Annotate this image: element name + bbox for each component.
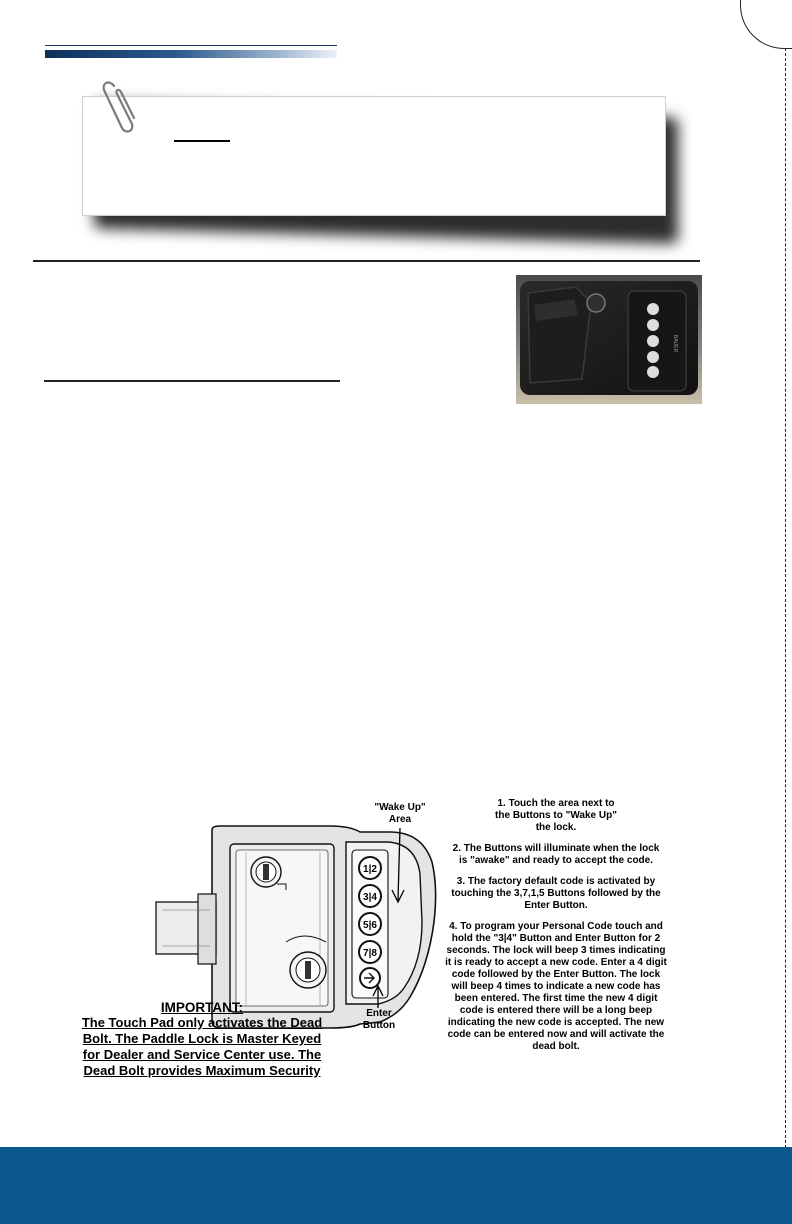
instruction-line: dead bolt.	[532, 1041, 580, 1052]
important-title: IMPORTANT:	[160, 1000, 244, 1015]
paperclip-icon	[100, 78, 148, 136]
header-rule	[45, 50, 337, 58]
instruction-line: will beep 4 times to indicate a new code has	[451, 981, 661, 992]
important-line: The Touch Pad only activates the Dead	[81, 1015, 323, 1030]
instruction-line: 2. The Buttons will illuminate when the lock	[452, 843, 660, 854]
instruction-line: Enter Button.	[524, 900, 588, 911]
important-note	[64, 1000, 340, 1079]
instruction-line: the Buttons to "Wake Up"	[495, 810, 617, 821]
diagram-button-label: 5|6	[363, 920, 377, 931]
note-label-underline	[174, 140, 230, 142]
instruction-line: code is entered there will be a long beep	[459, 1005, 653, 1016]
instruction-line: code can be entered now and will activate the	[447, 1029, 665, 1040]
instruction-step-3	[430, 876, 682, 912]
enter-button-label	[354, 1008, 404, 1032]
instruction-line: seconds. The lock will beep 3 times indicating	[446, 945, 666, 956]
enter-label-line2: Button	[362, 1020, 396, 1031]
wake-up-label-line1: "Wake Up"	[374, 802, 426, 813]
instruction-step-1	[430, 798, 682, 834]
wake-up-label	[360, 802, 440, 826]
instruction-line: code followed by the Enter Button. The lock	[451, 969, 661, 980]
instruction-line: it is ready to accept a new code. Enter a 4 digit	[445, 957, 667, 968]
instruction-line: indicating the new code is accepted. The new	[447, 1017, 665, 1028]
page-trim-corner	[740, 0, 792, 49]
instructions	[430, 798, 682, 1053]
lock-photo	[516, 275, 702, 404]
instruction-line: been entered. The first time the new 4 digit	[454, 993, 658, 1004]
instruction-line: hold the "3|4" Button and Enter Button for 2	[451, 933, 661, 944]
instruction-line: 1. Touch the area next to	[497, 798, 615, 809]
instruction-line: touching the 3,7,1,5 Buttons followed by the	[451, 888, 661, 899]
instruction-step-2	[430, 843, 682, 867]
subsection-underline	[44, 380, 340, 382]
instruction-line: the lock.	[535, 822, 577, 833]
diagram-button-label: 7|8	[363, 948, 377, 959]
footer-band	[0, 1147, 792, 1224]
instruction-line: 3. The factory default code is activated by	[456, 876, 656, 887]
instruction-line: 4. To program your Personal Code touch and	[449, 921, 663, 932]
important-line: Bolt. The Paddle Lock is Master Keyed	[82, 1031, 322, 1046]
diagram-button-label: 3|4	[363, 892, 377, 903]
important-line: for Dealer and Service Center use. The	[82, 1047, 322, 1062]
enter-label-line1: Enter	[366, 1008, 392, 1019]
wake-up-label-line2: Area	[388, 814, 412, 825]
photo-brand-text: BAUER	[672, 335, 678, 353]
diagram-button-label: 1|2	[363, 864, 377, 875]
keypad-diagram	[60, 792, 682, 1096]
page-trim-line	[785, 48, 786, 1148]
note-box	[82, 96, 666, 216]
important-line: Dead Bolt provides Maximum Security	[83, 1063, 321, 1078]
instruction-line: is "awake" and ready to accept the code.	[459, 855, 653, 866]
section-divider	[33, 260, 700, 262]
instruction-step-4	[430, 921, 682, 1053]
